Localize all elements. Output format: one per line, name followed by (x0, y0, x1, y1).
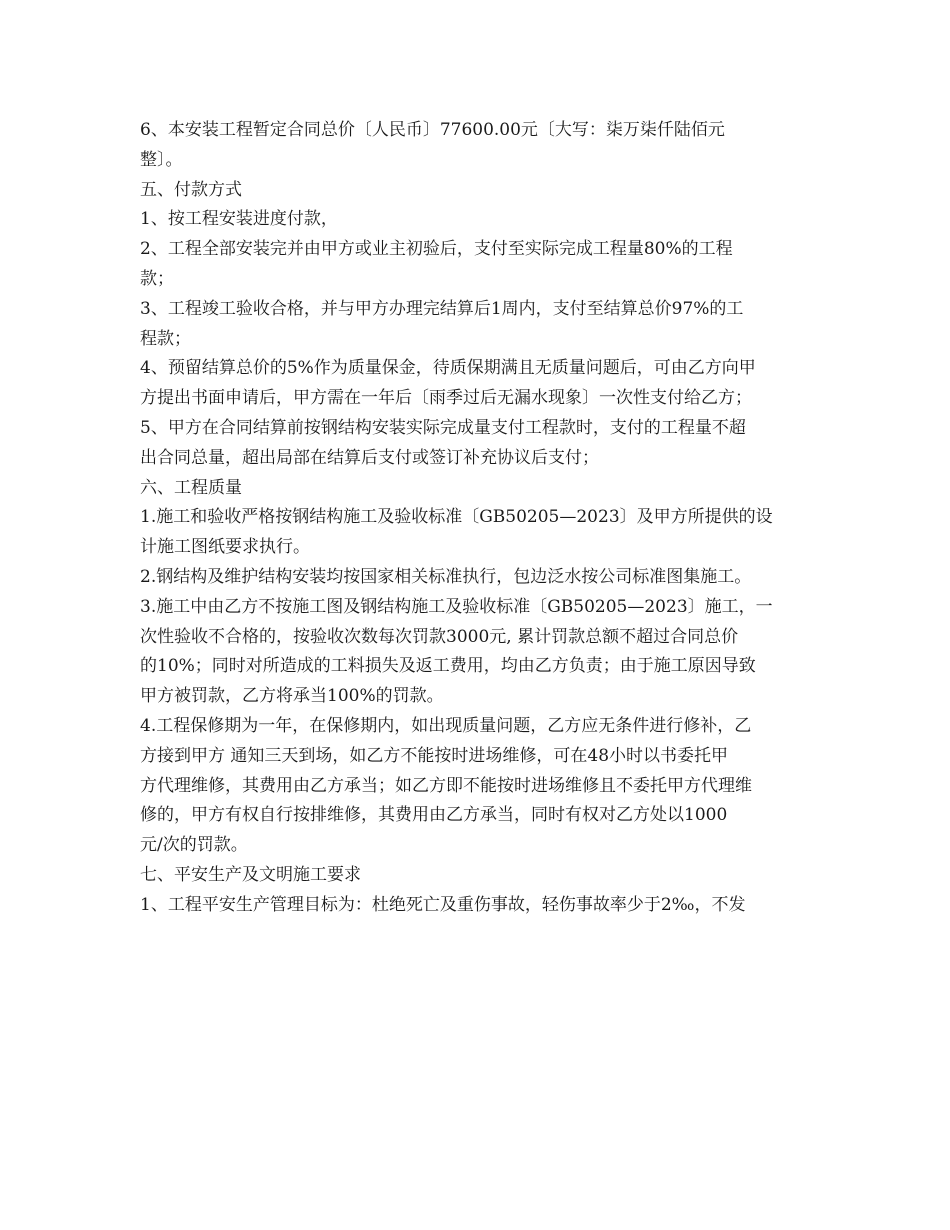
text-line: 1.施工和验收严格按钢结构施工及验收标准〔GB50205—2023〕及甲方所提供的设 (140, 507, 773, 528)
text-line: 1、按工程安装进度付款， (140, 209, 338, 230)
text-line: 5、甲方在合同结算前按钢结构安装实际完成量支付工程款时，支付的工程量不超 (140, 417, 746, 438)
text-line: 出合同总量，超出局部在结算后支付或签订补充协议后支付； (140, 447, 599, 468)
text-line: 2.钢结构及维护结构安装均按国家相关标准执行，包边泛水按公司标准图集施工。 (140, 566, 752, 587)
text-line: 方接到甲方 通知三天到场，如乙方不能按时进场维修，可在48小时以书委托甲 (140, 745, 729, 766)
document-body (140, 116, 820, 921)
text-line: 整〕。 (140, 149, 183, 170)
text-line: 方提出书面申请后，甲方需在一年后〔雨季过后无漏水现象〕一次性支付给乙方； (140, 388, 752, 409)
text-line: 元/次的罚款。 (140, 835, 248, 856)
text-line: 款； (140, 268, 174, 289)
text-line: 的10%；同时对所造成的工料损失及返工费用，均由乙方负责；由于施工原因导致 (140, 656, 756, 677)
text-line: 甲方被罚款，乙方将承当100%的罚款。 (140, 686, 444, 707)
text-line: 2、工程全部安装完并由甲方或业主初验后，支付至实际完成工程量80%的工程 (140, 239, 733, 260)
text-line: 3.施工中由乙方不按施工图及钢结构施工及验收标准〔GB50205—2023〕施工，一 (140, 596, 773, 617)
text-line: 方代理维修，其费用由乙方承当；如乙方即不能按时进场维修且不委托甲方代理维 (140, 775, 752, 796)
text-line: 次性验收不合格的，按验收次数每次罚款3000元, 累计罚款总额不超过合同总价 (140, 626, 739, 647)
section-heading: 五、付款方式 (140, 179, 242, 200)
text-line: 6、本安装工程暂定合同总价〔人民币〕77600.00元〔大写：柒万柒仟陆佰元 (140, 120, 725, 140)
section-heading: 六、工程质量 (140, 477, 242, 498)
section-heading: 七、平安生产及文明施工要求 (140, 864, 361, 885)
text-line: 4、预留结算总价的5%作为质量保金，待质保期满且无质量问题后，可由乙方向甲 (140, 358, 756, 379)
text-line: 程款； (140, 328, 191, 349)
text-line: 4.工程保修期为一年，在保修期内，如出现质量问题，乙方应无条件进行修补，乙 (140, 715, 752, 736)
text-line: 1、工程平安生产管理目标为：杜绝死亡及重伤事故，轻伤事故率少于2‰，不发 (140, 894, 746, 915)
text-line: 计施工图纸要求执行。 (140, 537, 310, 558)
text-line: 修的，甲方有权自行按排维修，其费用由乙方承当，同时有权对乙方处以1000 (140, 805, 728, 826)
text-line: 3、工程竣工验收合格，并与甲方办理完结算后1周内，支付至结算总价97%的工 (140, 298, 744, 319)
